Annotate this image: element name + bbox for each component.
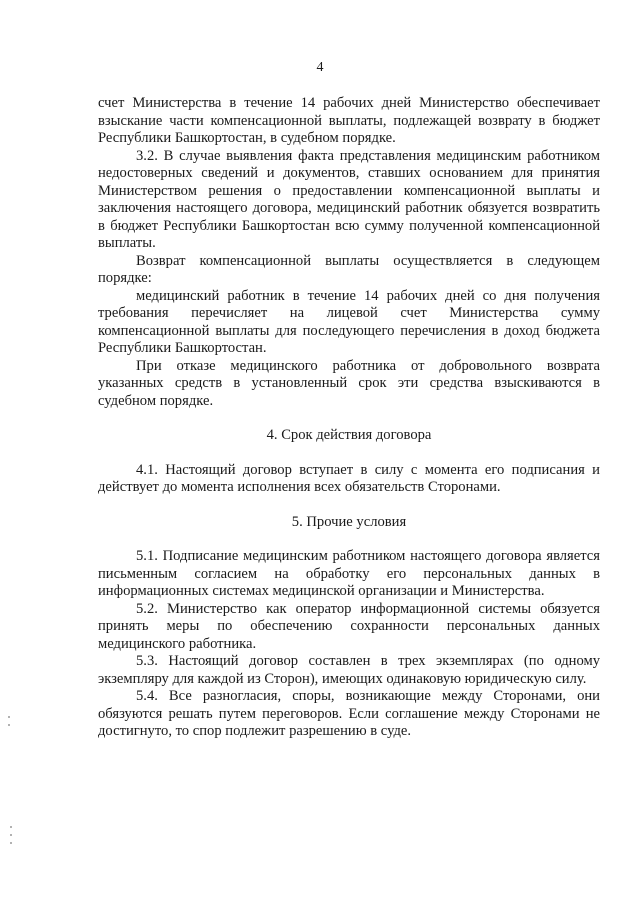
return-order-steps: медицинский работник в течение 14 рабочих дней со дня получения требования перечисляет на лицевой счет Министерства сумму компенсационной выплаты для последующего перечисления в доход бюджета Республики Башкортостан. <box>98 287 600 356</box>
section5-heading: 5. Прочие условия <box>291 513 407 530</box>
clause-3-2: 3.2. В случае выявления факта представления медицинским работником недостоверных сведений и документов, ставших основанием для принятия Министерством решения о предоставлении компенсационной выплаты и заключения настоящего договора, медицинский работник обязуется возвратить в бюджет Республики Башкортостан всю сумму полученной компенсационной выплаты. <box>98 147 600 251</box>
section3-continuation: счет Министерства в течение 14 рабочих дней Министерство обеспечивает взыскание части компенсационной выплаты, подлежащей возврату в бюджет Республики Башкортостан, в судебном порядке. <box>98 95 600 146</box>
document-body <box>98 95 600 741</box>
scan-mark <box>10 826 12 828</box>
clause-5-2: 5.2. Министерство как оператор информационной системы обязуется принять меры по обеспечению сохранности персональных данных медицинского работника. <box>98 600 600 652</box>
clause-5-4: 5.4. Все разногласия, споры, возникающие между Сторонами, они обязуются решать путем переговоров. Если соглашение между Сторонами не достигнуто, то спор подлежит разрешению в суде. <box>98 688 600 739</box>
scan-mark <box>8 716 10 718</box>
clause-4-1: 4.1. Настоящий договор вступает в силу с момента его подписания и действует до момента исполнения всех обязательств Сторонами. <box>98 461 600 495</box>
scan-mark <box>10 842 12 844</box>
return-order-intro: Возврат компенсационной выплаты осуществляется в следующем порядке: <box>98 252 600 286</box>
refusal-clause: При отказе медицинского работника от добровольного возврата указанных средств в установленный срок эти средства взыскиваются в судебном порядке. <box>98 357 600 409</box>
scan-mark <box>8 724 10 726</box>
page-number: 4 <box>316 60 324 75</box>
clause-5-3: 5.3. Настоящий договор составлен в трех экземплярах (по одному экземпляру для каждой из Сторон), имеющих одинаковую юридическую силу. <box>98 653 600 687</box>
scan-mark <box>10 834 12 836</box>
section4-heading: 4. Срок действия договора <box>266 427 432 443</box>
clause-5-1: 5.1. Подписание медицинским работником настоящего договора является письменным согласием на обработку его персональных данных в информационных системах медицинской организации и Министерства. <box>98 548 600 599</box>
